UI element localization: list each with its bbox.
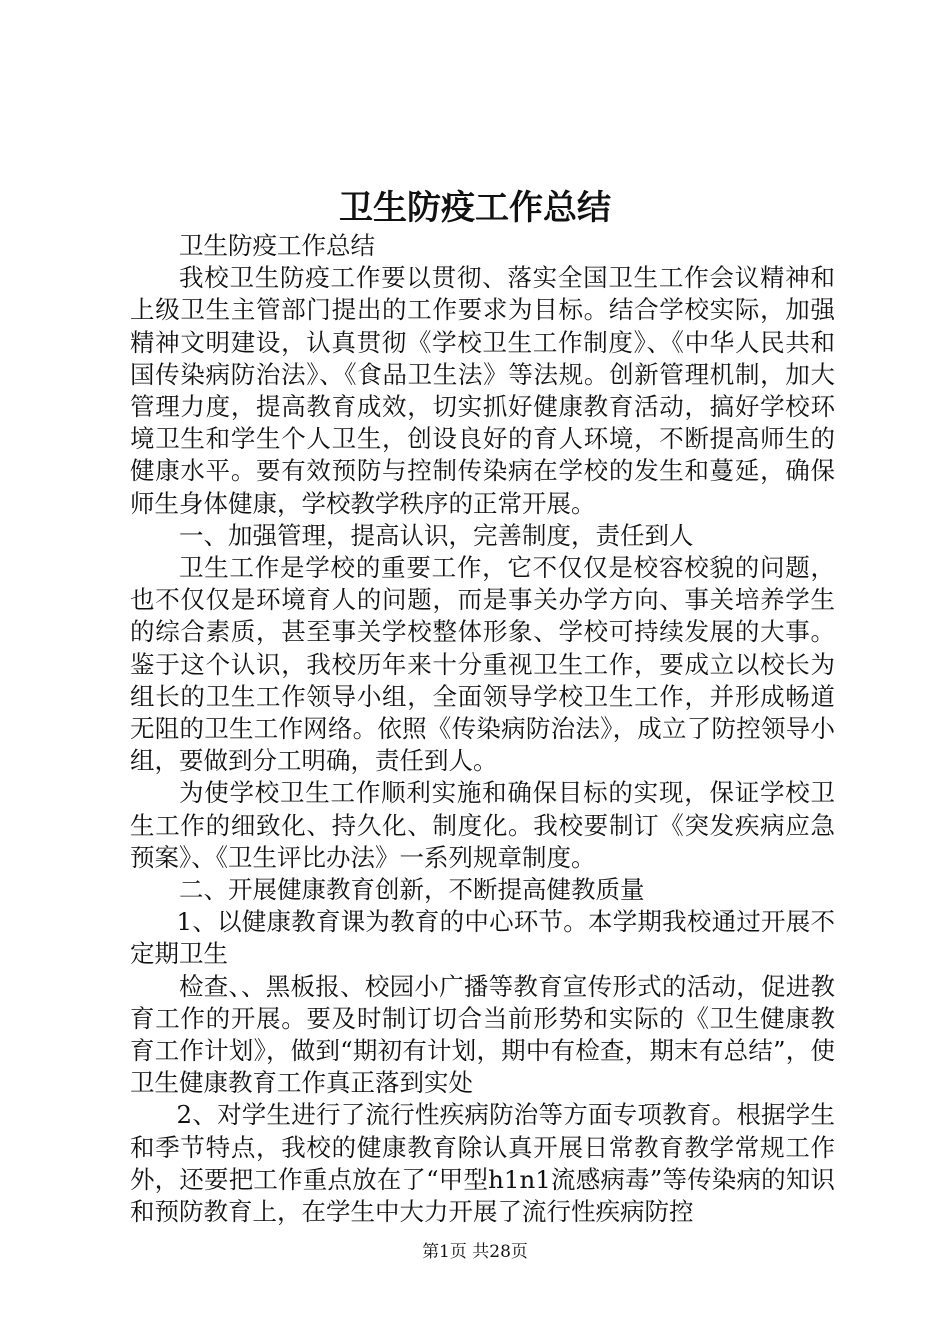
paragraph-intro: 我校卫生防疫工作要以贯彻、落实全国卫生工作会议精神和上级卫生主管部门提出的工作要求为目标。结合学校实际，加强精神文明建设，认真贯彻《学校卫生工作制度》、《中华人民共和国传染病防治法》、《食品卫生法》等法规。创新管理机制，加大管理力度，提高教育成效，切实抓好健康教育活动，搞好学校环境卫生和学生个人卫生，创设良好的育人环境，不断提高师生的健康水平。要有效预防与控制传染病在学校的发生和蔓延，确保师生身体健康，学校教学秩序的正常开展。 [130,263,835,518]
paragraph-item-1-cont: 检查、、黑板报、校园小广播等教育宣传形式的活动，促进教育工作的开展。要及时制订切合当前形势和实际的《卫生健康教育工作计划》，做到“期初有计划，期中有检查，期末有总结”，使卫生健康教育工作真正落到实处 [130,971,835,1098]
section-heading-1: 一、加强管理，提高认识，完善制度，责任到人 [179,520,694,550]
paragraph-section-1-a: 卫生工作是学校的重要工作，它不仅仅是校容校貌的问题，也不仅仅是环境育人的问题，而是事关办学方向、事关培养学生的综合素质，甚至事关学校整体形象、学校可持续发展的大事。鉴于这个认识，我校历年来十分重视卫生工作，要成立以校长为组长的卫生工作领导小组，全面领导学校卫生工作，并形成畅道无阻的卫生工作网络。依照《传染病防治法》，成立了防控领导小组，要做到分工明确，责任到人。 [130,553,835,776]
paragraph-item-2: 2、对学生进行了流行性疾病防治等方面专项教育。根据学生和季节特点，我校的健康教育除认真开展日常教育教学常规工作外，还要把工作重点放在了“甲型h1n1流感病毒”等传染病的知识和预防教育上，在学生中大力开展了流行性疾病防控 [130,1100,835,1227]
paragraph-heading: 卫生防疫工作总结 [179,231,375,260]
paragraph-section-1-b: 为使学校卫生工作顺利实施和确保目标的实现，保证学校卫生工作的细致化、持久化、制度化。我校要制订《突发疾病应急预案》、《卫生评比办法》一系列规章制度。 [130,778,835,872]
document-body [130,230,835,1228]
page-footer: 第1页 共28页 [422,1242,528,1262]
section-heading-2: 二、开展健康教育创新，不断提高健教质量 [179,875,645,905]
document-title: 卫生防疫工作总结 [339,188,611,228]
paragraph-item-1: 1、以健康教育课为教育的中心环节。本学期我校通过开展不定期卫生 [130,907,835,969]
